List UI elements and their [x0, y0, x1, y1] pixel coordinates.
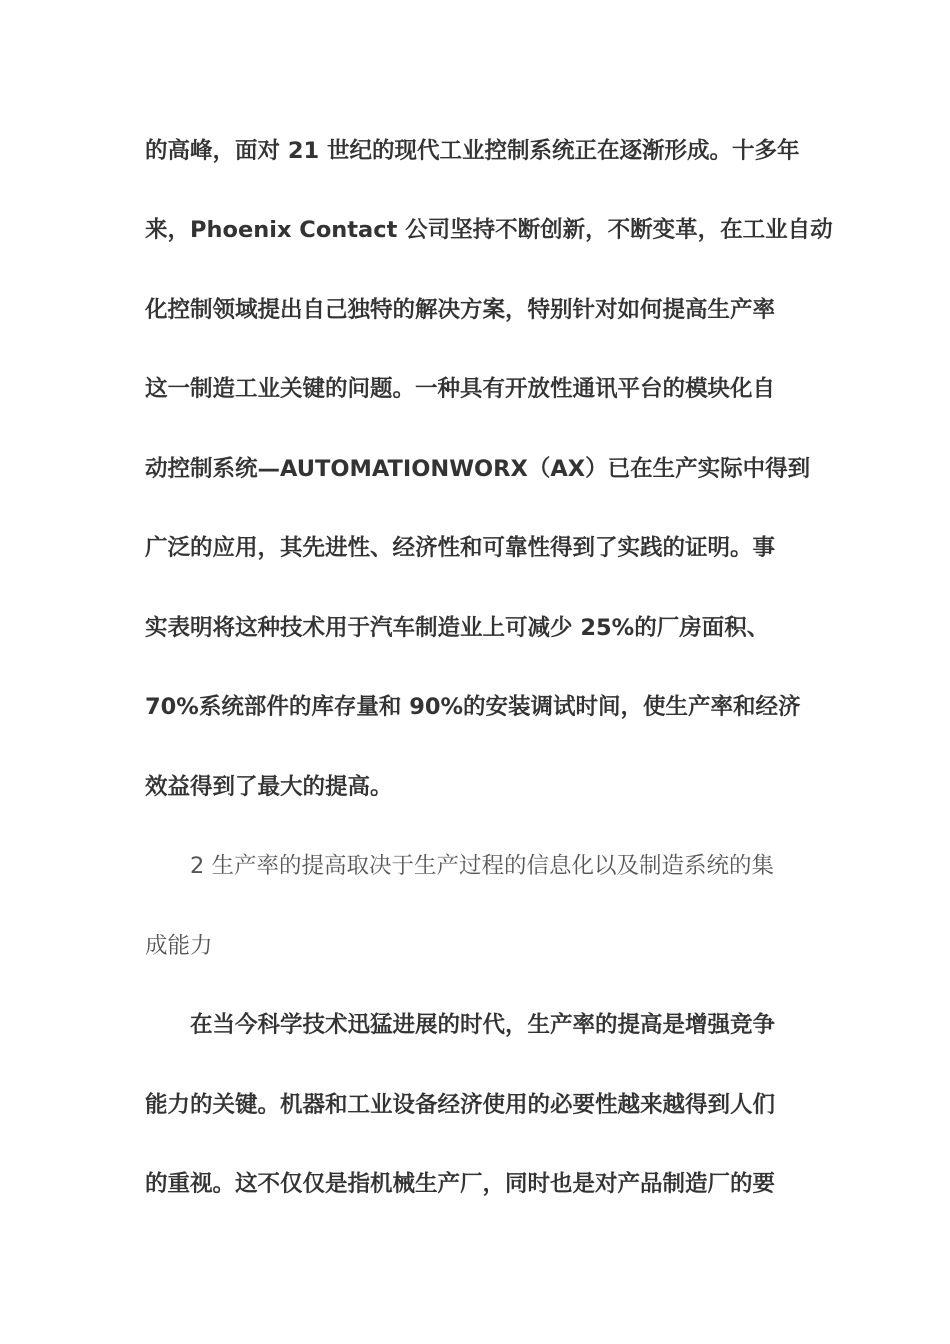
- paragraph-line: 动控制系统—AUTOMATIONWORX（AX）已在生产实际中得到: [145, 456, 811, 482]
- paragraph-line: 能力的关键。机器和工业设备经济使用的必要性越来越得到人们: [145, 1092, 776, 1118]
- paragraph-line: 的高峰，面对 21 世纪的现代工业控制系统正在逐渐形成。十多年: [145, 138, 800, 164]
- paragraph-line: 70%系统部件的库存量和 90%的安装调试时间，使生产率和经济: [145, 694, 801, 720]
- paragraph-line: 这一制造工业关键的问题。一种具有开放性通讯平台的模块化自: [145, 376, 776, 402]
- paragraph-line: 在当今科学技术迅猛进展的时代，生产率的提高是增强竞争: [190, 1012, 776, 1038]
- paragraph-line: 来，Phoenix Contact 公司坚持不断创新，不断变革，在工业自动: [145, 217, 833, 243]
- paragraph-line: 广泛的应用，其先进性、经济性和可靠性得到了实践的证明。事: [145, 535, 776, 561]
- section-heading: 2 生产率的提高取决于生产过程的信息化以及制造系统的集: [190, 853, 774, 879]
- paragraph-line: 化控制领域提出自己独特的解决方案，特别针对如何提高生产率: [145, 297, 776, 323]
- section-heading-continued: 成能力: [145, 933, 213, 959]
- paragraph-line: 实表明将这种技术用于汽车制造业上可减少 25%的厂房面积、: [145, 615, 770, 641]
- paragraph-line: 效益得到了最大的提高。: [145, 774, 393, 800]
- paragraph-line: 的重视。这不仅仅是指机械生产厂，同时也是对产品制造厂的要: [145, 1171, 776, 1197]
